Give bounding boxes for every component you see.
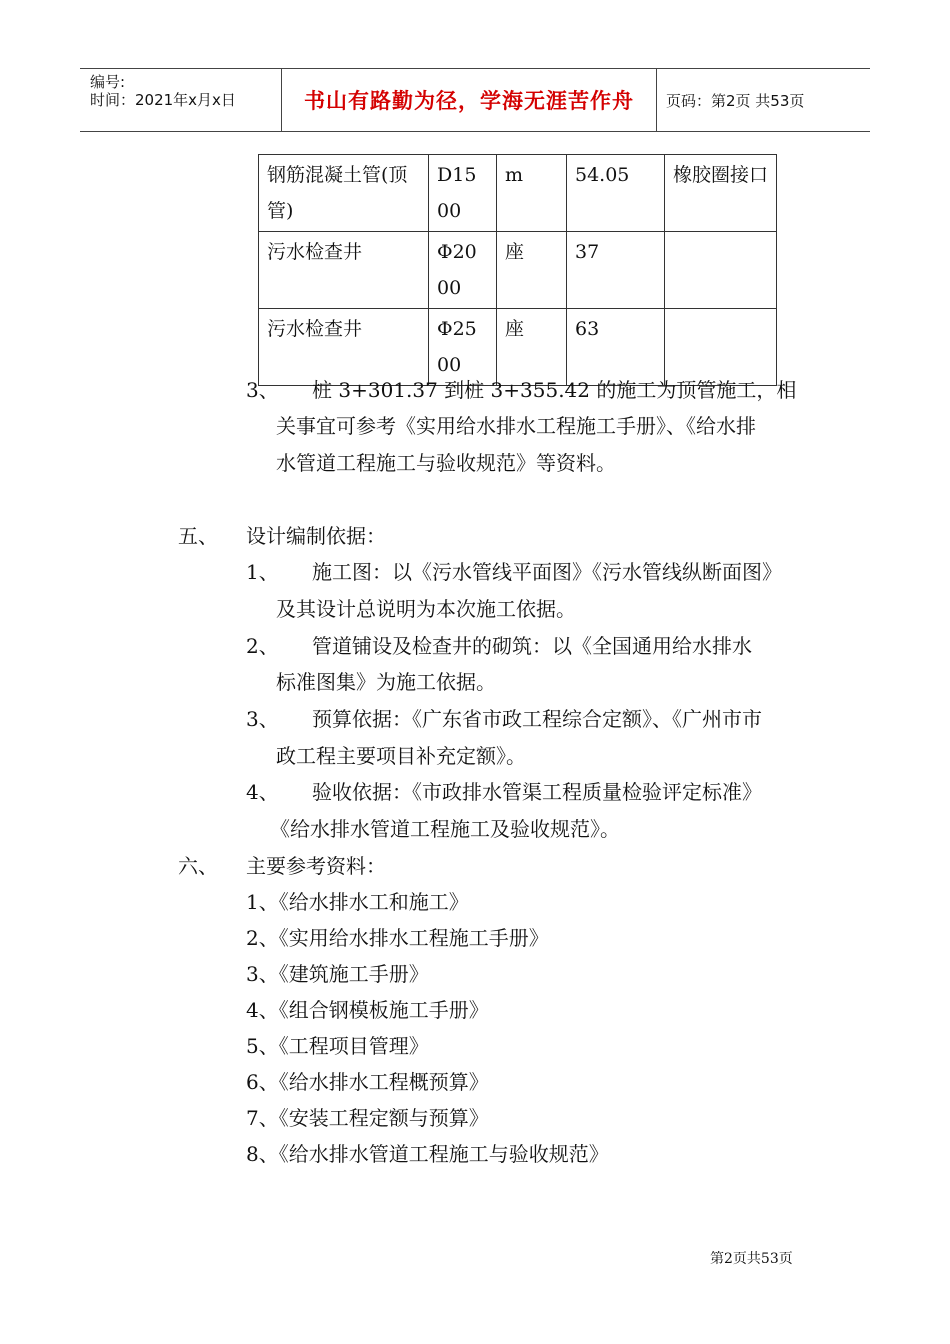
materials-table: [258, 154, 777, 386]
list-number: 3、: [246, 707, 279, 731]
table-row: [259, 155, 777, 232]
section-title: 设计编制依据：: [246, 524, 386, 548]
list-number: 1、: [246, 560, 279, 584]
table-cell-qty: 54.05: [567, 155, 665, 232]
header-meta: [80, 69, 280, 131]
table-row: [259, 232, 777, 309]
reference-item: 1、《给水排水工和施工》: [246, 890, 469, 914]
header-page-info: 页码：第2页 共53页: [666, 91, 805, 110]
list-number: 3、: [246, 378, 279, 402]
table-cell-spec: Φ2000: [429, 232, 497, 309]
reference-item: 6、《给水排水工程概预算》: [246, 1070, 489, 1094]
table-cell-spec: D1500: [429, 155, 497, 232]
table-cell-unit: m: [497, 155, 567, 232]
reference-item: 3、《建筑施工手册》: [246, 962, 429, 986]
paragraph-line: 预算依据：《广东省市政工程综合定额》、《广州市市: [312, 707, 762, 731]
section-number: 六、: [178, 854, 218, 878]
reference-item: 2、《实用给水排水工程施工手册》: [246, 926, 549, 950]
paragraph-line: 水管道工程施工与验收规范》等资料。: [276, 451, 616, 475]
doc-time-label: 时间：2021年x月x日: [90, 91, 236, 109]
paragraph-line: 验收依据：《市政排水管渠工程质量检验评定标准》: [312, 780, 762, 804]
reference-item: 8、《给水排水管道工程施工与验收规范》: [246, 1142, 609, 1166]
doc-number-label: 编号:: [90, 73, 126, 91]
paragraph-line: 《给水排水管道工程施工及验收规范》。: [270, 817, 620, 841]
table-cell-qty: 63: [567, 309, 665, 386]
reference-item: 5、《工程项目管理》: [246, 1034, 429, 1058]
table-cell-unit: 座: [497, 232, 567, 309]
paragraph-line: 施工图：以《污水管线平面图》《污水管线纵断面图》: [312, 560, 782, 584]
paragraph-line: 标准图集》为施工依据。: [276, 670, 496, 694]
reference-item: 4、《组合钢模板施工手册》: [246, 998, 489, 1022]
paragraph-line: 桩 3+301.37 到桩 3+355.42 的施工为顶管施工，相: [312, 378, 797, 402]
table-cell-note: 橡胶圈接口: [665, 155, 777, 232]
table-cell-qty: 37: [567, 232, 665, 309]
table-cell-note: [665, 232, 777, 309]
paragraph-line: 及其设计总说明为本次施工依据。: [276, 597, 576, 621]
page-header: [80, 68, 870, 132]
table-cell-name: 污水检查井: [259, 309, 429, 386]
page-footer: 第2页共53页: [710, 1251, 793, 1267]
reference-item: 7、《安装工程定额与预算》: [246, 1106, 489, 1130]
paragraph-line: 管道铺设及检查井的砌筑：以《全国通用给水排水: [312, 634, 752, 658]
table-cell-spec: Φ2500: [429, 309, 497, 386]
section-number: 五、: [178, 524, 218, 548]
header-motto-cell: [281, 69, 657, 131]
table-cell-unit: 座: [497, 309, 567, 386]
table-cell-name: 钢筋混凝土管(顶管): [259, 155, 429, 232]
list-number: 4、: [246, 780, 279, 804]
list-number: 2、: [246, 634, 279, 658]
table-cell-name: 污水检查井: [259, 232, 429, 309]
section-title: 主要参考资料：: [246, 854, 386, 878]
header-motto: 书山有路勤为径，学海无涯苦作舟: [304, 89, 634, 113]
paragraph-line: 政工程主要项目补充定额》。: [276, 744, 526, 768]
paragraph-line: 关事宜可参考《实用给水排水工程施工手册》、《给水排: [276, 414, 756, 438]
